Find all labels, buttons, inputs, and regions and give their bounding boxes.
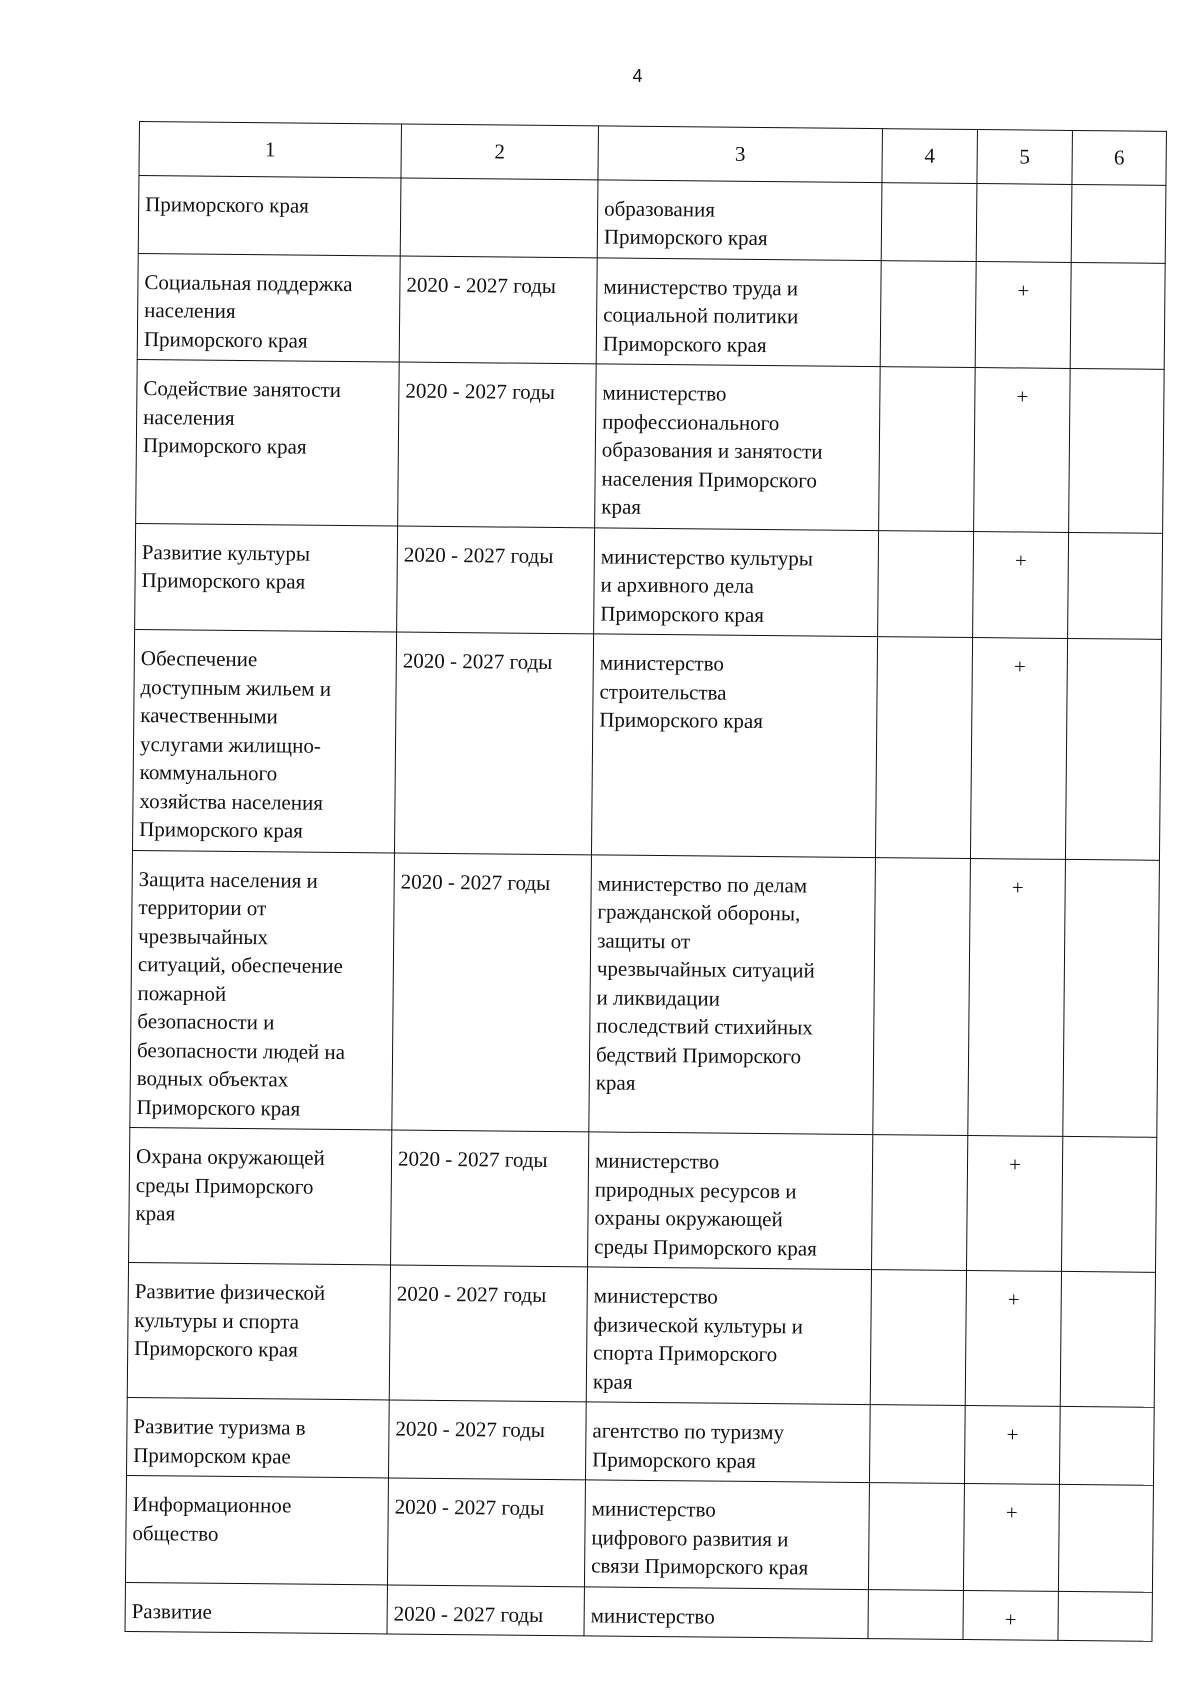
table-row <box>129 1127 1157 1272</box>
column-4-cell <box>869 1405 965 1484</box>
table-row <box>137 253 1165 369</box>
column-6-cell <box>1071 184 1166 263</box>
column-4-cell <box>881 182 977 261</box>
period-cell: 2020 - 2027 годы <box>389 1265 587 1402</box>
table-body <box>125 122 1166 1642</box>
table-row <box>133 629 1162 859</box>
column-4-cell <box>875 637 972 858</box>
period-cell: 2020 - 2027 годы <box>397 526 595 634</box>
period-cell: 2020 - 2027 годы <box>388 1400 586 1480</box>
program-name-cell: Развитие туризма в Приморском крае <box>126 1397 389 1478</box>
period-cell: 2020 - 2027 годы <box>387 1478 585 1586</box>
executor-cell: министерство культуры и архивного дела Приморского края <box>594 527 879 636</box>
program-name-cell: Содействие занятости населения Приморского края <box>136 359 400 525</box>
column-5-cell: + <box>964 1405 1060 1484</box>
program-name-cell: Развитие <box>125 1582 387 1634</box>
program-name-cell: Защита населения и территории от чрезвычайных ситуаций, обеспечение пожарной безопасности и безопасности людей на водных объектах Приморского края <box>130 850 395 1130</box>
program-name-cell: Информационное общество <box>125 1475 388 1584</box>
table-row <box>127 1262 1155 1407</box>
column-5-cell: + <box>968 858 1066 1136</box>
column-4-cell <box>878 530 974 637</box>
executor-cell: образования Приморского края <box>597 179 882 260</box>
column-4-cell <box>868 1589 963 1639</box>
header-cell: 3 <box>598 126 883 182</box>
column-6-cell <box>1059 1406 1154 1485</box>
header-cell: 4 <box>882 129 978 183</box>
column-4-cell <box>880 260 976 367</box>
executor-cell: министерство <box>584 1586 868 1638</box>
page-number: 4 <box>632 66 643 86</box>
table-row <box>136 359 1165 532</box>
column-4-cell <box>872 1135 968 1271</box>
table-row <box>125 1475 1153 1591</box>
column-5-cell <box>976 183 1072 262</box>
period-cell: 2020 - 2027 годы <box>387 1584 584 1635</box>
table-row <box>138 175 1166 263</box>
period-cell: 2020 - 2027 годы <box>392 852 592 1131</box>
executor-cell: министерство профессионального образования и занятости населения Приморского края <box>595 364 881 530</box>
header-cell: 5 <box>977 130 1073 184</box>
header-cell: 2 <box>401 124 599 179</box>
column-5-cell: + <box>970 638 1067 859</box>
column-4-cell <box>868 1483 964 1590</box>
column-5-cell: + <box>975 261 1071 368</box>
column-6-cell <box>1068 532 1163 639</box>
header-cell: 1 <box>139 122 402 178</box>
column-4-cell <box>873 857 971 1135</box>
table-header-row <box>139 122 1166 185</box>
program-name-cell: Социальная поддержка населения Приморского края <box>137 253 400 362</box>
header-cell: 6 <box>1072 130 1167 184</box>
period-cell <box>400 178 598 258</box>
column-4-cell <box>879 367 976 531</box>
period-cell: 2020 - 2027 годы <box>399 256 597 364</box>
column-5-cell: + <box>963 1590 1058 1640</box>
column-6-cell <box>1069 368 1165 532</box>
executor-cell: министерство природных ресурсов и охраны окружающей среды Приморского края <box>588 1132 873 1270</box>
executor-cell: министерство цифрового развития и связи Приморского края <box>584 1480 869 1589</box>
table-row <box>126 1397 1154 1485</box>
column-5-cell: + <box>973 531 1069 638</box>
program-name-cell: Приморского края <box>138 175 401 256</box>
period-cell: 2020 - 2027 годы <box>394 632 593 854</box>
executor-cell: агентство по туризму Приморского края <box>585 1402 870 1483</box>
column-5-cell: + <box>967 1136 1063 1272</box>
table-row <box>125 1582 1152 1641</box>
program-name-cell: Охрана окружающей среды Приморского края <box>129 1127 392 1265</box>
table-row <box>135 523 1163 639</box>
column-6-cell <box>1058 1484 1153 1591</box>
table-row <box>130 850 1160 1137</box>
period-cell: 2020 - 2027 годы <box>398 362 597 527</box>
column-6-cell <box>1058 1591 1152 1641</box>
column-6-cell <box>1065 638 1161 859</box>
column-6-cell <box>1060 1271 1155 1407</box>
column-5-cell: + <box>965 1270 1061 1406</box>
column-4-cell <box>870 1270 966 1406</box>
programs-table <box>124 121 1166 1642</box>
column-5-cell: + <box>963 1483 1059 1590</box>
executor-cell: министерство труда и социальной политики Приморского края <box>596 257 881 366</box>
program-name-cell: Развитие физической культуры и спорта Приморского края <box>127 1262 390 1400</box>
program-name-cell: Развитие культуры Приморского края <box>135 523 398 632</box>
column-6-cell <box>1061 1136 1156 1272</box>
executor-cell: министерство по делам гражданской обороны, защиты от чрезвычайных ситуаций и ликвидации последствий стихийных бедствий Приморского края <box>589 854 876 1134</box>
column-5-cell: + <box>974 368 1071 532</box>
column-6-cell <box>1070 262 1165 369</box>
executor-cell: министерство строительства Приморского края <box>591 634 877 857</box>
column-6-cell <box>1063 859 1160 1137</box>
period-cell: 2020 - 2027 годы <box>391 1130 589 1267</box>
program-name-cell: Обеспечение доступным жильем и качественными услугами жилищно- коммунального хозяйства населения Приморского края <box>133 629 397 852</box>
executor-cell: министерство физической культуры и спорта Приморского края <box>586 1267 871 1405</box>
